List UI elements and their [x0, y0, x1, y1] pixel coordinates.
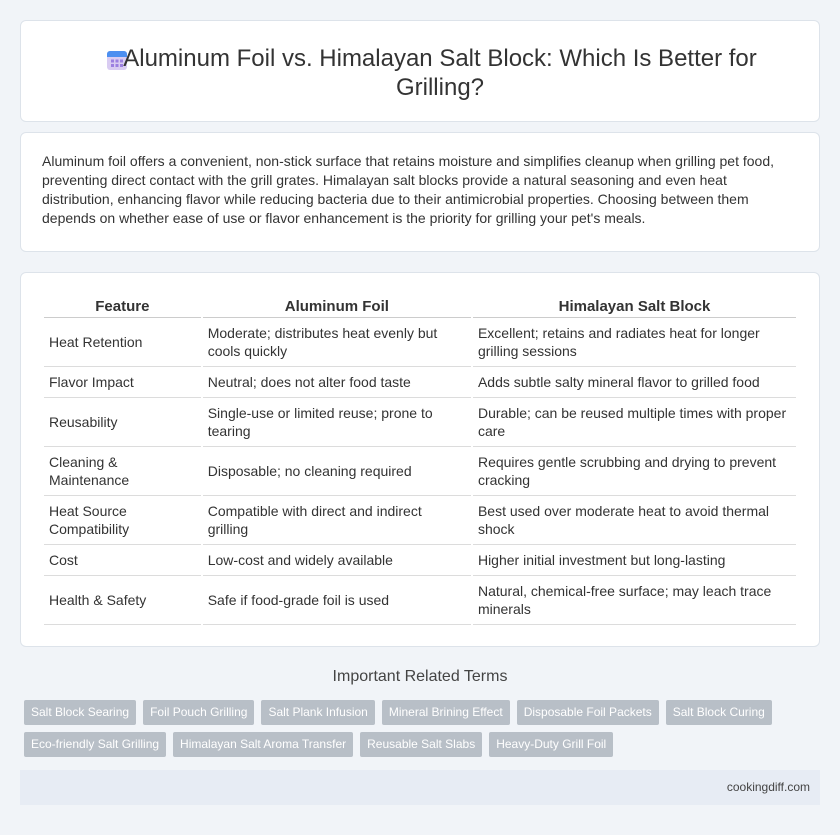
row-feature: Heat Retention: [44, 318, 201, 367]
title-card: [20, 20, 820, 122]
table-row: [44, 496, 796, 545]
row-feature: Cleaning & Maintenance: [44, 447, 201, 496]
tag-salt-block-curing[interactable]: Salt Block Curing: [666, 700, 772, 725]
intro-card: [20, 132, 820, 252]
tag-reusable-salt-slabs[interactable]: Reusable Salt Slabs: [360, 732, 482, 757]
table-row: [44, 367, 796, 398]
row-foil: Neutral; does not alter food taste: [203, 367, 471, 398]
comparison-table: [42, 295, 798, 625]
row-salt: Excellent; retains and radiates heat for longer grilling sessions: [473, 318, 796, 367]
tag-salt-block-searing[interactable]: Salt Block Searing: [24, 700, 136, 725]
table-row: [44, 545, 796, 576]
row-feature: Flavor Impact: [44, 367, 201, 398]
tag-row: [24, 732, 824, 757]
row-foil: Safe if food-grade foil is used: [203, 576, 471, 625]
row-salt: Adds subtle salty mineral flavor to grilled food: [473, 367, 796, 398]
row-feature: Cost: [44, 545, 201, 576]
table-row: [44, 447, 796, 496]
tag-eco-friendly-salt-grilling[interactable]: Eco-friendly Salt Grilling: [24, 732, 166, 757]
row-foil: Single-use or limited reuse; prone to tearing: [203, 398, 471, 447]
intro-paragraph: Aluminum foil offers a convenient, non-stick surface that retains moisture and simplifies cleanup when grilling pet food, preventing direct contact with the grill grates. Himalayan salt blocks provide a natural seasoning and even heat distribution, enhancing flavor while reducing bacteria due to their antimicrobial properties. Choosing between them depends on whether ease of use or flavor enhancement is the priority for grilling your pet's meals.: [42, 153, 775, 226]
header-aluminum-foil: Aluminum Foil: [203, 295, 471, 318]
tag-row: [24, 700, 824, 725]
row-feature: Heat Source Compatibility: [44, 496, 201, 545]
row-salt: Higher initial investment but long-lasting: [473, 545, 796, 576]
tag-mineral-brining-effect[interactable]: Mineral Brining Effect: [382, 700, 510, 725]
tag-foil-pouch-grilling[interactable]: Foil Pouch Grilling: [143, 700, 254, 725]
row-foil: Low-cost and widely available: [203, 545, 471, 576]
tag-himalayan-salt-aroma-transfer[interactable]: Himalayan Salt Aroma Transfer: [173, 732, 353, 757]
footer-site-link[interactable]: cookingdiff.com: [726, 780, 810, 794]
row-salt: Natural, chemical-free surface; may leach trace minerals: [473, 576, 796, 625]
page-title: Aluminum Foil vs. Himalayan Salt Block: Which Is Better for Grilling?: [123, 45, 757, 101]
table-row: [44, 576, 796, 625]
header-feature: Feature: [44, 295, 201, 318]
related-terms-title: Important Related Terms: [332, 668, 508, 685]
row-foil: Moderate; distributes heat evenly but cools quickly: [203, 318, 471, 367]
table-header-row: [44, 295, 796, 318]
tag-heavy-duty-grill-foil[interactable]: Heavy-Duty Grill Foil: [489, 732, 613, 757]
table-row: [44, 318, 796, 367]
row-salt: Durable; can be reused multiple times with proper care: [473, 398, 796, 447]
related-terms: [24, 700, 824, 764]
table-row: [44, 398, 796, 447]
row-foil: Compatible with direct and indirect grilling: [203, 496, 471, 545]
row-salt: Best used over moderate heat to avoid thermal shock: [473, 496, 796, 545]
row-feature: Reusability: [44, 398, 201, 447]
row-feature: Health & Safety: [44, 576, 201, 625]
footer: [20, 770, 820, 805]
row-salt: Requires gentle scrubbing and drying to prevent cracking: [473, 447, 796, 496]
tag-disposable-foil-packets[interactable]: Disposable Foil Packets: [517, 700, 659, 725]
row-foil: Disposable; no cleaning required: [203, 447, 471, 496]
tag-salt-plank-infusion[interactable]: Salt Plank Infusion: [261, 700, 374, 725]
header-himalayan-salt-block: Himalayan Salt Block: [473, 295, 796, 318]
comparison-card: [20, 272, 820, 647]
